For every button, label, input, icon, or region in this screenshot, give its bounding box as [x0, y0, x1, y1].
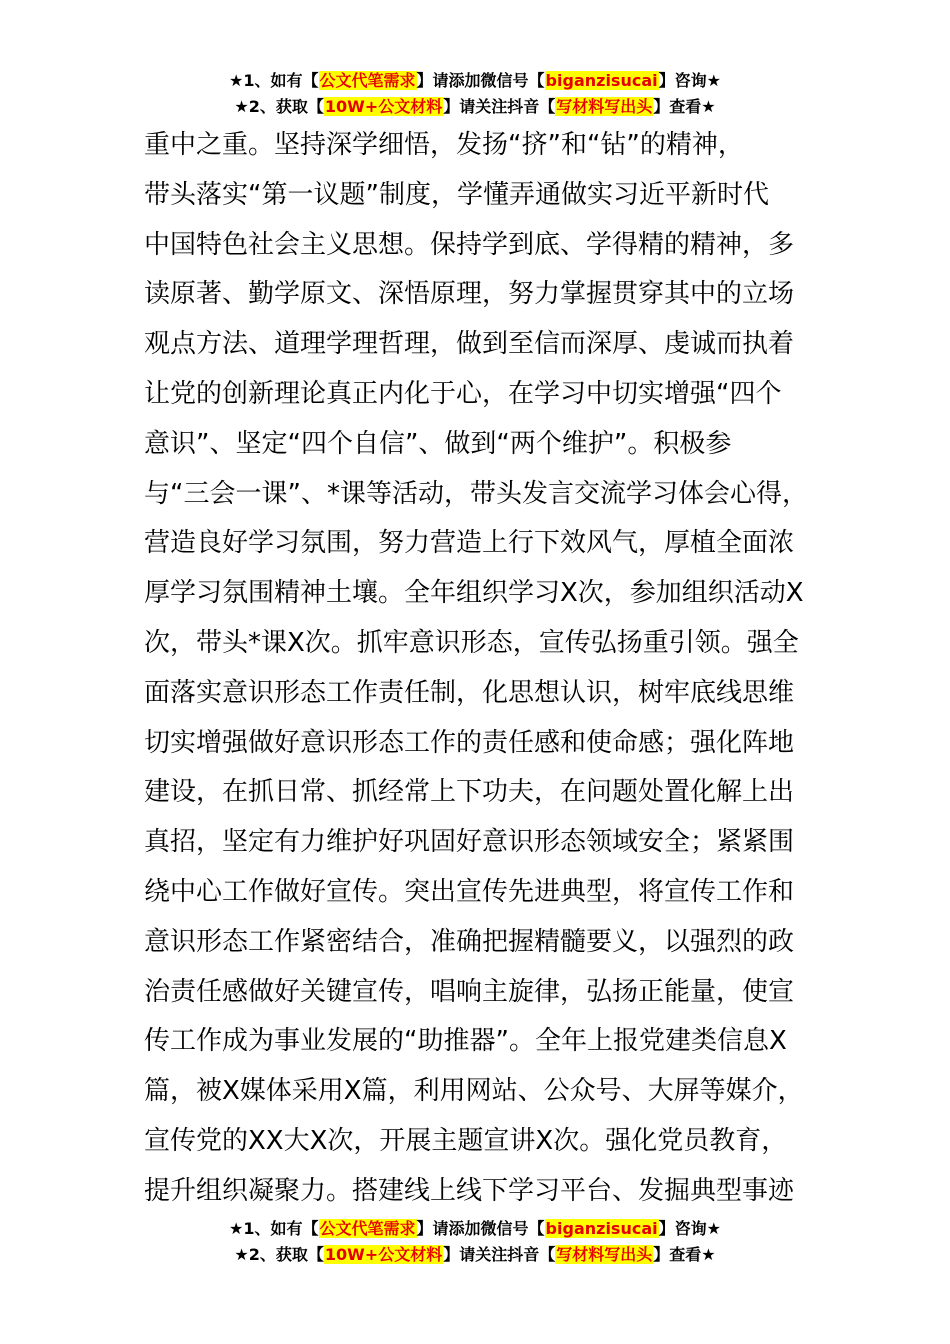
banner-text: 】咨询★ [658, 71, 721, 90]
body-line: 观点方法、道理学理哲理，做到至信而深厚、虔诚而执着 [144, 329, 795, 360]
banner-text: 】咨询★ [658, 1219, 721, 1238]
banner-highlight: 公文代笔需求 [319, 71, 416, 90]
banner-highlight: biganzisucai [545, 1219, 658, 1238]
body-line: 厚学习氛围精神土壤。全年组织学习X次，参加组织活动X [144, 578, 804, 609]
body-line: 面落实意识形态工作责任制，化思想认识，树牢底线思维 [144, 677, 795, 708]
banner-line-1 [0, 68, 950, 94]
banner-highlight: 写材料写出头 [556, 97, 653, 116]
banner-line-2 [0, 94, 950, 120]
body-line: 建设，在抓日常、抓经常上下功夫，在问题处置化解上出 [144, 777, 795, 808]
banner-highlight: 10W+公文材料 [324, 97, 443, 116]
banner-highlight: biganzisucai [545, 71, 658, 90]
banner-line-2 [0, 1242, 950, 1268]
body-line: 篇，被X媒体采用X篇，利用网站、公众号、大屏等媒介， [144, 1076, 804, 1107]
body-line: 重中之重。坚持深学细悟，发扬“挤”和“钻”的精神， [144, 130, 744, 160]
banner-text: ★1、如有【 [229, 71, 319, 90]
body-line: 治责任感做好关键宣传，唱响主旋律，弘扬正能量，使宣 [144, 976, 795, 1007]
banner-text: 】查看★ [653, 1245, 716, 1264]
banner-text: 】请关注抖音【 [443, 97, 556, 116]
body-line: 带头落实“第一议题”制度，学懂弄通做实习近平新时代 [144, 179, 769, 210]
banner-text: 】请关注抖音【 [443, 1245, 556, 1264]
footer-banner [0, 1216, 950, 1268]
banner-highlight: 公文代笔需求 [319, 1219, 416, 1238]
body-line: 与“三会一课”、*课等活动，带头发言交流学习体会心得， [144, 478, 808, 509]
banner-highlight: 写材料写出头 [556, 1245, 653, 1264]
body-line: 次，带头*课X次。抓牢意识形态，宣传弘扬重引领。强全 [144, 627, 799, 658]
banner-text: ★2、获取【 [234, 97, 324, 116]
body-line: 意识形态工作紧密结合，准确把握精髓要义，以强烈的政 [144, 926, 795, 957]
header-banner [0, 68, 950, 120]
banner-text: ★1、如有【 [229, 1219, 319, 1238]
banner-highlight: 10W+公文材料 [324, 1245, 443, 1264]
banner-text: 】请添加微信号【 [416, 71, 545, 90]
banner-line-1 [0, 1216, 950, 1242]
body-line: 真招，坚定有力维护好巩固好意识形态领域安全；紧紧围 [144, 827, 795, 858]
body-line: 让党的创新理论真正内化于心，在学习中切实增强“四个 [144, 378, 782, 409]
body-line: 营造良好学习氛围，努力营造上行下效风气，厚植全面浓 [144, 528, 795, 559]
body-line: 传工作成为事业发展的“助推器”。全年上报党建类信息X [144, 1026, 787, 1057]
body-line: 绕中心工作做好宣传。突出宣传先进典型，将宣传工作和 [144, 876, 795, 907]
document-body [144, 121, 844, 1217]
banner-text: 】请添加微信号【 [416, 1219, 545, 1238]
body-line: 宣传党的XX大X次，开展主题宣讲X次。强化党员教育， [144, 1125, 788, 1156]
banner-text: ★2、获取【 [234, 1245, 324, 1264]
body-line: 中国特色社会主义思想。保持学到底、学得精的精神，多 [144, 229, 795, 260]
body-line: 提升组织凝聚力。搭建线上线下学习平台、发掘典型事迹 [144, 1175, 795, 1206]
body-line: 意识”、坚定“四个自信”、做到“两个维护”。积极参 [144, 428, 732, 459]
banner-text: 】查看★ [653, 97, 716, 116]
body-line: 读原著、勤学原文、深悟原理，努力掌握贯穿其中的立场 [144, 279, 795, 310]
body-line: 切实增强做好意识形态工作的责任感和使命感；强化阵地 [144, 727, 795, 758]
